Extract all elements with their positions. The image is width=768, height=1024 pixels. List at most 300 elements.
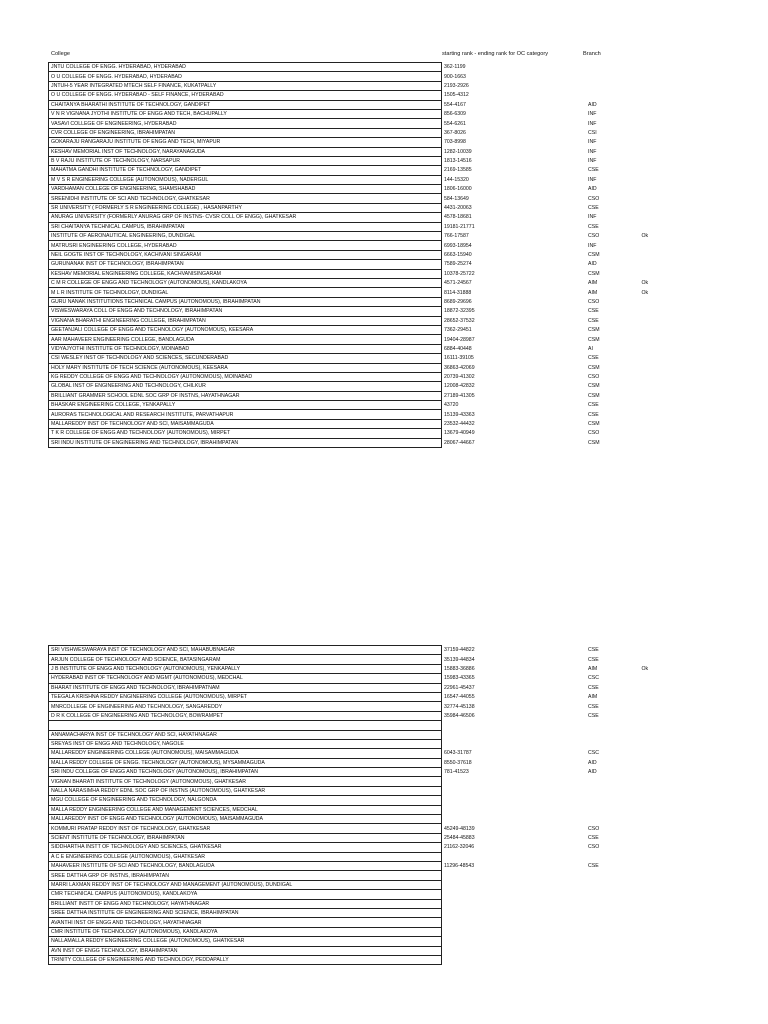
branch-cell (586, 81, 640, 90)
branch-cell (586, 730, 640, 739)
rank-cell (442, 852, 587, 861)
college-cell: NEIL GOGTE INST OF TECHNOLOGY, KACHIVANI SINGARAM (49, 250, 442, 259)
note-cell (640, 852, 684, 861)
rank-cell: 7589-25274 (442, 260, 587, 269)
rank-cell: 8114-31888 (442, 288, 587, 297)
rank-cell: 2193-2926 (442, 81, 587, 90)
table-row (49, 260, 684, 269)
branch-cell (586, 880, 640, 889)
rank-cell: 43720 (442, 401, 587, 410)
table-row (49, 119, 684, 128)
branch-cell: CSO (588, 195, 600, 202)
branch-cell (586, 937, 640, 946)
branch-cell: CSO (588, 374, 600, 381)
table-row (49, 721, 684, 730)
note-cell (640, 871, 684, 880)
college-cell: M V S R ENGINEERING COLLEGE (AUTONOMOUS), NADERGUL (49, 175, 442, 184)
branch-cell: CSM (588, 336, 600, 343)
college-cell: KESHAV MEMORIAL INST OF TECHNOLOGY, NARAYANAGUDA (49, 147, 442, 156)
note-cell (640, 908, 684, 917)
college-cell: D R K COLLEGE OF ENGINEERING AND TECHNOLOGY, BOWRAMPET (49, 711, 442, 720)
table-row (49, 438, 684, 447)
rank-cell: 703-8998 (442, 138, 587, 147)
branch-cell (586, 91, 640, 100)
note-cell (640, 63, 684, 72)
college-cell: B V RAJU INSTITUTE OF TECHNOLOGY, NARSAPUR (49, 156, 442, 165)
table-row (49, 768, 684, 777)
college-cell: ANNAMACHARYA INST OF TECHNOLOGY AND SCI, HAYATHNAGAR (49, 730, 442, 739)
branch-cell: AIM (588, 289, 598, 296)
college-cell: MGU COLLEGE OF ENGINEERING AND TECHNOLOGY, NALGONDA (49, 796, 442, 805)
branch-cell: AIM (588, 280, 598, 287)
rank-cell: 8689-29696 (442, 297, 587, 306)
table-row (49, 382, 684, 391)
college-cell: MAHAVEER INSTITUTE OF SCI AND TECHNOLOGY, BANDLAGUDA (49, 861, 442, 870)
branch-cell (586, 777, 640, 786)
branch-cell (586, 918, 640, 927)
note-cell (640, 824, 684, 833)
rank-cell: 35984-46506 (442, 711, 587, 720)
note-cell (640, 241, 684, 250)
table-row (49, 63, 684, 72)
table-row (49, 307, 684, 316)
rank-cell: 36863-42069 (442, 363, 587, 372)
college-cell: SRI INDU INSTITUTE OF ENGINEERING AND TECHNOLOGY, IBRAHIMPATAN (49, 438, 442, 447)
table-row (49, 899, 684, 908)
table-row (49, 946, 684, 955)
rank-cell: 16547-44055 (442, 692, 587, 701)
rank-cell (442, 899, 587, 908)
branch-cell: CSE (588, 647, 599, 654)
note-cell (640, 683, 684, 692)
table-row (49, 316, 684, 325)
table-row (49, 796, 684, 805)
rank-cell: 10378-25722 (442, 269, 587, 278)
table-row (49, 908, 684, 917)
table-row (49, 749, 684, 758)
college-cell: ANURAG UNIVERSITY (FORMERLY ANURAG GRP OF INSTNS- CVSR COLL OF ENGG), GHATKESAR (49, 213, 442, 222)
note-cell (640, 843, 684, 852)
branch-cell: CSM (588, 327, 600, 334)
note-cell (640, 739, 684, 748)
rank-cell: 1505-4312 (442, 91, 587, 100)
rank-cell (442, 805, 587, 814)
table-row (49, 833, 684, 842)
rank-cell: 856-6309 (442, 109, 587, 118)
table-row (49, 185, 684, 194)
note-cell (640, 91, 684, 100)
college-cell: T K R COLLEGE OF ENGG AND TECHNOLOGY (AUTONOMOUS), MIRPET (49, 429, 442, 438)
note-cell (640, 721, 684, 730)
note-cell (640, 438, 684, 447)
note-cell (640, 711, 684, 720)
branch-cell (586, 739, 640, 748)
rank-cell: 37159-44822 (442, 646, 587, 655)
college-cell: KESHAV MEMORIAL ENGINEERING COLLEGE, KACHVANISINGARAM (49, 269, 442, 278)
note-cell (640, 749, 684, 758)
branch-cell: CSE (588, 308, 599, 315)
note-cell (640, 768, 684, 777)
college-cell: INSTITUTE OF AERONAUTICAL ENGINEERING, DUNDIGAL (49, 232, 442, 241)
branch-cell: CSE (588, 317, 599, 324)
note-cell (640, 655, 684, 664)
rank-cell: 781-41523 (442, 768, 587, 777)
rank-cell: 27189-41305 (442, 391, 587, 400)
college-cell: CMR INSTITUTE OF TECHNOLOGY (AUTONOMOUS), KANDLAKOYA (49, 927, 442, 936)
note-cell (640, 646, 684, 655)
rank-cell (442, 815, 587, 824)
table-row (49, 325, 684, 334)
table-row (49, 91, 684, 100)
rank-cell (442, 918, 587, 927)
rank-cell (442, 880, 587, 889)
table-row (49, 739, 684, 748)
table-row (49, 288, 684, 297)
table-row (49, 664, 684, 673)
table-row (49, 674, 684, 683)
college-cell: O U COLLEGE OF ENGG. HYDERABAD - SELF FINANCE, HYDERABAD (49, 91, 442, 100)
branch-cell: CSC (588, 750, 599, 757)
rank-cell: 900-1663 (442, 72, 587, 81)
note-cell (640, 674, 684, 683)
header-branch: Branch (583, 51, 601, 57)
table-row (49, 278, 684, 287)
note-cell (640, 147, 684, 156)
note-cell (640, 194, 684, 203)
branch-cell (586, 946, 640, 955)
college-cell: SR UNIVERSITY ( FORMERLY S R ENGINEERING COLLEGE) , HASANPARTHY (49, 203, 442, 212)
college-cell: CVR COLLEGE OF ENGINEERING, IBRAHIMPATAN (49, 128, 442, 137)
branch-cell: AID (588, 261, 597, 268)
college-cell: J B INSTITUTE OF ENGG AND TECHNOLOGY (AUTONOMOUS), YENKAPALLY (49, 664, 442, 673)
branch-cell: CSE (588, 656, 599, 663)
table-row (49, 646, 684, 655)
branch-cell: CSO (588, 430, 600, 437)
table-row (49, 429, 684, 438)
college-cell: KG REDDY COLLEGE OF ENGG AND TECHNOLOGY (AUTONOMOUS), MOINABAD (49, 372, 442, 381)
college-cell: MNRCOLLEGE OF ENGINEERING AND TECHNOLOGY, SANGAREDDY (49, 702, 442, 711)
college-cell: AAR MAHAVEER ENGINEERING COLLEGE, BANDLAGUDA (49, 335, 442, 344)
rank-cell: 554-4167 (442, 100, 587, 109)
rank-cell: 6993-18954 (442, 241, 587, 250)
rank-cell: 4578-18681 (442, 213, 587, 222)
branch-cell (586, 786, 640, 795)
college-cell: MALLA REDDY ENGINEERING COLLEGE AND MANAGEMENT SCIENCES, MEDCHAL (49, 805, 442, 814)
branch-cell: CSE (588, 863, 599, 870)
branch-cell: CSE (588, 835, 599, 841)
table-row (49, 815, 684, 824)
college-cell: A C E ENGINEERING COLLEGE (AUTONOMOUS), GHATKESAR (49, 852, 442, 861)
rank-cell: 6043-31787 (442, 749, 587, 758)
branch-cell (586, 871, 640, 880)
note-cell: Ok (641, 665, 649, 672)
table-row (49, 861, 684, 870)
college-cell: SREYAS INST OF ENGG AND TECHNOLOGY, NAGOLE (49, 739, 442, 748)
table-row (49, 702, 684, 711)
branch-cell: INF (588, 120, 597, 127)
table-row (49, 824, 684, 833)
college-cell: HYDERABAD INST OF TECHNOLOGY AND MGMT (AUTONOMOUS), MEDCHAL (49, 674, 442, 683)
rank-cell: 362-1199 (442, 63, 587, 72)
college-cell: AVANTHI INST OF ENGG AND TECHNOLOGY, HAYATHNAGAR (49, 918, 442, 927)
table-row (49, 880, 684, 889)
table-row (49, 937, 684, 946)
note-cell (640, 880, 684, 889)
college-cell: SRI INDU COLLEGE OF ENGG AND TECHNOLOGY (AUTONOMOUS), IBRAHIMPATAN (49, 768, 442, 777)
note-cell (640, 391, 684, 400)
college-cell: TEEGALA KRISHNA REDDY ENGINEERING COLLEGE (AUTONOMOUS), MIRPET (49, 692, 442, 701)
rank-cell (442, 908, 587, 917)
branch-cell: CSO (588, 844, 600, 851)
note-cell (640, 815, 684, 824)
college-cell: MALLA REDDY COLLEGE OF ENGG. TECHNOLOGY (AUTONOMOUS), MYSAMMAGUDA (49, 758, 442, 767)
rank-cell: 20739-41302 (442, 372, 587, 381)
rank-cell: 15883-36886 (442, 664, 587, 673)
branch-cell: CSE (588, 167, 599, 174)
branch-cell (586, 72, 640, 81)
college-cell: MAHATMA GANDHI INSTITUTE OF TECHNOLOGY, GANDIPET (49, 166, 442, 175)
table-row (49, 241, 684, 250)
rank-cell: 4431-20063 (442, 203, 587, 212)
note-cell (640, 297, 684, 306)
branch-cell (586, 721, 640, 730)
table-row (49, 166, 684, 175)
cutoff-table-1 (48, 62, 684, 448)
branch-cell: AID (588, 101, 597, 108)
rank-cell: 1806-16000 (442, 185, 587, 194)
table-row (49, 203, 684, 212)
note-cell: Ok (641, 280, 649, 287)
table-row (49, 401, 684, 410)
college-cell: JNTU COLLEGE OF ENGG. HYDERABAD, HYDERABAD (49, 63, 442, 72)
rank-cell: 45249-48139 (442, 824, 587, 833)
rank-cell: 7362-29451 (442, 325, 587, 334)
table-row (49, 213, 684, 222)
note-cell (640, 185, 684, 194)
branch-cell (586, 890, 640, 899)
rank-cell: 28067-44667 (442, 438, 587, 447)
college-cell: GOKARAJU RANGARAJU INSTITUTE OF ENGG AND TECH, MIYAPUR (49, 138, 442, 147)
college-cell: GLOBAL INST OF ENGINEERING AND TECHNOLOGY, CHILKUR (49, 382, 442, 391)
table-row (49, 194, 684, 203)
college-cell: NALLAMALLA REDDY ENGINEERING COLLEGE (AUTONOMOUS), GHATKESAR (49, 937, 442, 946)
rank-cell: 16111-39105 (442, 354, 587, 363)
college-cell: GEETANJALI COLLEGE OF ENGG AND TECHNOLOGY (AUTONOMOUS), KEESARA (49, 325, 442, 334)
branch-cell: CSE (588, 411, 599, 418)
cutoff-table-2 (48, 645, 684, 965)
college-cell: TRINITY COLLEGE OF ENGINEERING AND TECHNOLOGY, PEDDAPALLY (49, 955, 442, 964)
college-cell: VASAVI COLLEGE OF ENGINEERING, HYDERABAD (49, 119, 442, 128)
branch-cell: CSM (588, 392, 600, 399)
college-cell: MALLAREDDY ENGINEERING COLLEGE (AUTONOMOUS), MAISAMMAGUDA (49, 749, 442, 758)
table-row (49, 805, 684, 814)
branch-cell (586, 908, 640, 917)
branch-cell: INF (588, 158, 597, 165)
branch-cell: CSM (588, 252, 600, 258)
branch-cell: INF (588, 111, 597, 118)
rank-cell: 19181-21771 (442, 222, 587, 231)
college-cell: KOMMURI PRATAP REDDY INST OF TECHNOLOGY, GHATKESAR (49, 824, 442, 833)
table-row (49, 391, 684, 400)
note-cell (640, 128, 684, 137)
table-row (49, 354, 684, 363)
note-cell (640, 175, 684, 184)
rank-cell (442, 721, 587, 730)
table-row (49, 335, 684, 344)
note-cell (640, 335, 684, 344)
college-cell: ARJUN COLLEGE OF TECHNOLOGY AND SCIENCE, BATASINGARAM (49, 655, 442, 664)
note-cell (640, 269, 684, 278)
note-cell (640, 250, 684, 259)
rank-cell: 19404-28987 (442, 335, 587, 344)
college-cell: AVN INST OF ENGG TECHNOLOGY, IBRAHIMPATAN (49, 946, 442, 955)
table-row (49, 363, 684, 372)
branch-cell: CSC (588, 675, 599, 682)
note-cell (640, 927, 684, 936)
rank-cell: 367-8026 (442, 128, 587, 137)
note-cell (640, 81, 684, 90)
branch-cell: CSO (588, 233, 600, 240)
table-row (49, 871, 684, 880)
note-cell (640, 156, 684, 165)
note-cell: Ok (641, 233, 649, 240)
branch-cell: INF (588, 176, 597, 183)
branch-cell (586, 899, 640, 908)
rank-cell: 12008-42832 (442, 382, 587, 391)
table-row (49, 786, 684, 795)
college-cell: SREE DATTHA INSTITUTE OF ENGINEERING AND SCIENCE, IBRAHIMPATAN (49, 908, 442, 917)
rank-cell: 11296-48543 (442, 861, 587, 870)
branch-cell (586, 852, 640, 861)
rank-cell: 8550-37618 (442, 758, 587, 767)
rank-cell (442, 777, 587, 786)
branch-cell (586, 815, 640, 824)
rank-cell (442, 946, 587, 955)
table-row (49, 890, 684, 899)
college-cell: VARDHAMAN COLLEGE OF ENGINEERING, SHAMSHABAD (49, 185, 442, 194)
table-row (49, 927, 684, 936)
rank-cell (442, 786, 587, 795)
table-row (49, 852, 684, 861)
rank-cell (442, 739, 587, 748)
college-cell: SRI VISHWESWARAYA INST OF TECHNOLOGY AND SCI, MAHABUBNAGAR (49, 646, 442, 655)
branch-cell: CSM (588, 439, 600, 446)
branch-cell: CSE (588, 355, 599, 362)
note-cell (640, 833, 684, 842)
college-cell: AURORAS TECHNOLOGICAL AND RESEARCH INSTITUTE, PARVATHAPUR (49, 410, 442, 419)
college-cell: GURUNANAK INST OF TECHNOLOGY, IBRAHIMPATAN (49, 260, 442, 269)
table-row (49, 147, 684, 156)
branch-cell: CSI (588, 129, 597, 136)
college-cell: VIDYAJYOTHI INSTITUTE OF TECHNOLOGY, MOINABAD (49, 344, 442, 353)
rank-cell (442, 796, 587, 805)
rank-cell: 1282-10039 (442, 147, 587, 156)
branch-cell: AID (588, 759, 597, 766)
table-row (49, 758, 684, 767)
note-cell (640, 203, 684, 212)
table-row (49, 410, 684, 419)
branch-cell (586, 955, 640, 964)
branch-cell: CSE (588, 703, 599, 710)
rank-cell: 6663-15940 (442, 250, 587, 259)
college-cell: MARRI LAXMAN REDDY INST OF TECHNOLOGY AND MANAGEMENT (AUTONOMOUS), DUNDIGAL (49, 880, 442, 889)
note-cell (640, 213, 684, 222)
college-cell: CSI WESLEY INST OF TECHNOLOGY AND SCIENCES, SECUNDERABAD (49, 354, 442, 363)
table-row (49, 222, 684, 231)
table-row (49, 269, 684, 278)
branch-cell: AID (588, 769, 597, 776)
branch-cell (586, 63, 640, 72)
branch-cell (586, 796, 640, 805)
rank-cell: 22961-45437 (442, 683, 587, 692)
college-cell: GURU NANAK INSTITUTIONS TECHNICAL CAMPUS (AUTONOMOUS), IBRAHIMPATAN (49, 297, 442, 306)
branch-cell (586, 927, 640, 936)
rank-cell: 18872-32395 (442, 307, 587, 316)
note-cell (640, 702, 684, 711)
table-row (49, 138, 684, 147)
note-cell (640, 344, 684, 353)
note-cell (640, 777, 684, 786)
rank-cell: 35139-44834 (442, 655, 587, 664)
note-cell (640, 166, 684, 175)
rank-cell: 554-6261 (442, 119, 587, 128)
table-row (49, 128, 684, 137)
branch-cell: CSE (588, 684, 599, 691)
college-cell: MALLAREDDY INST OF ENGG AND TECHNOLOGY (AUTONOMOUS), MAISAMMAGUDA (49, 815, 442, 824)
note-cell (640, 316, 684, 325)
rank-cell: 4571-24567 (442, 278, 587, 287)
college-cell: BHARAT INSTITUTE OF ENGG AND TECHNOLOGY, IBRAHIMPATNAM (49, 683, 442, 692)
branch-cell: CSE (588, 223, 599, 230)
college-cell: VIGNAN BHARATI INSTITUTE OF TECHNOLOGY (AUTONOMOUS), GHATKESAR (49, 777, 442, 786)
rank-cell: 766-17587 (442, 232, 587, 241)
branch-cell: CSO (588, 298, 600, 305)
rank-cell (442, 927, 587, 936)
note-cell (640, 109, 684, 118)
table-row (49, 419, 684, 428)
branch-cell: INF (588, 242, 597, 249)
note-cell (640, 758, 684, 767)
college-cell: VIGNANA BHARATHI ENGINEERING COLLEGE, IBRAHIMPATAN (49, 316, 442, 325)
table-row (49, 683, 684, 692)
table-row (49, 777, 684, 786)
college-cell: BHASKAR ENGINEERING COLLEGE, YENKAPALLY (49, 401, 442, 410)
branch-cell: AI (588, 345, 593, 352)
college-cell: O U COLLEGE OF ENGG. HYDERABAD, HYDERABAD (49, 72, 442, 81)
table-row (49, 372, 684, 381)
table-row (49, 100, 684, 109)
college-cell: MALLAREDDY INST OF TECHNOLOGY AND SCI, MAISAMMAGUDA (49, 419, 442, 428)
note-cell (640, 363, 684, 372)
branch-cell: AID (588, 186, 597, 193)
college-cell: SIDDHARTHA INSTT OF TECHNOLOGY AND SCIENCES, GHATKESAR (49, 843, 442, 852)
rank-cell (442, 955, 587, 964)
branch-cell: INF (588, 214, 597, 221)
college-cell: NALLA NARASIMHA REDDY EDNL SOC GRP OF INSTNS (AUTONOMOUS), GHATKESAR (49, 786, 442, 795)
branch-cell: CSM (588, 421, 600, 428)
note-cell (640, 861, 684, 870)
note-cell (640, 796, 684, 805)
note-cell (640, 119, 684, 128)
table-row (49, 843, 684, 852)
table-row (49, 175, 684, 184)
note-cell (640, 955, 684, 964)
note-cell (640, 354, 684, 363)
table-row (49, 109, 684, 118)
note-cell (640, 937, 684, 946)
college-cell: BRILLIANT GRAMMER SCHOOL EDNL SOC GRP OF INSTNS, HAYATHNAGAR (49, 391, 442, 400)
table-row (49, 232, 684, 241)
